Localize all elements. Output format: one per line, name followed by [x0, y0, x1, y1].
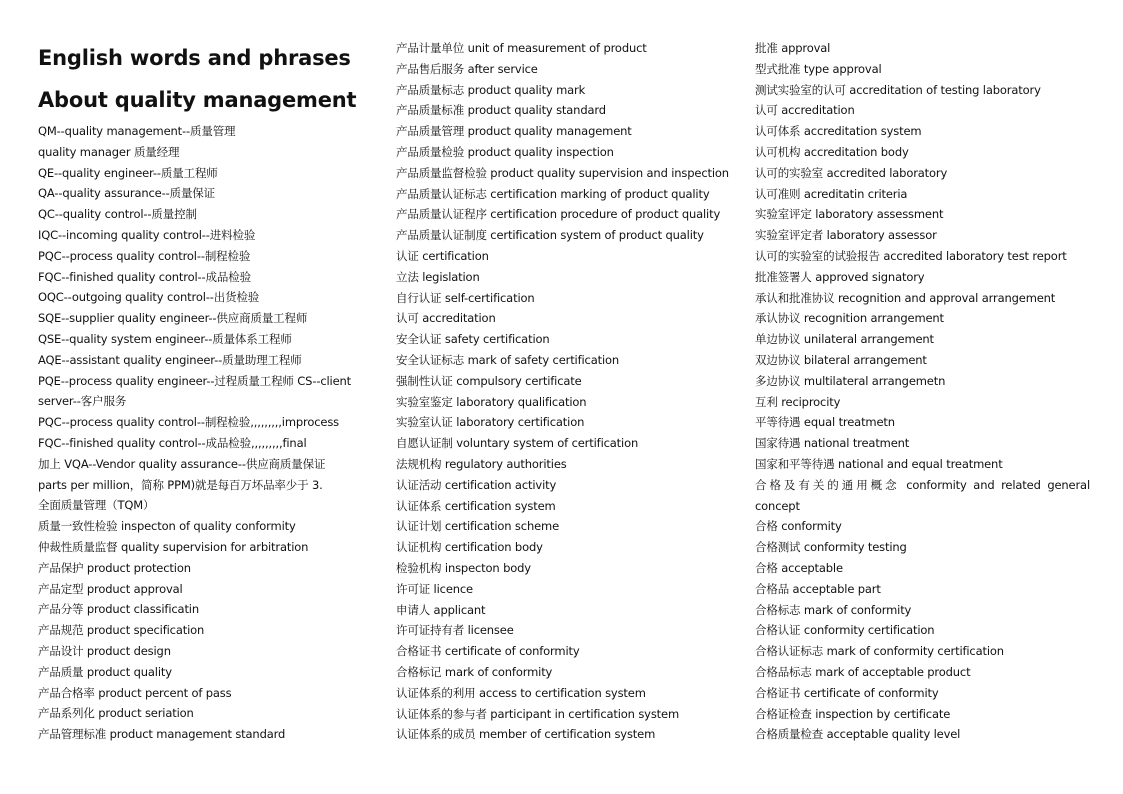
term-line: 认证体系的利用 access to certification system: [396, 685, 646, 700]
term-line: 合格认证标志 mark of conformity certification: [755, 644, 1004, 659]
term-line: 双边协议 bilateral arrangement: [755, 352, 927, 367]
term-line: 立法 legislation: [396, 269, 480, 284]
term-line: 单边协议 unilateral arrangement: [755, 332, 934, 347]
term-line: 许可证 licence: [396, 581, 473, 596]
term-line: 合格证检查 inspection by certificate: [755, 706, 951, 721]
column-1-lines: [38, 121, 368, 745]
term-line: 实验室评定 laboratory assessment: [755, 207, 944, 222]
term-line: 认证计划 certification scheme: [396, 519, 559, 534]
term-line: 合格及有关的通用概念 conformity and related general: [755, 477, 1090, 492]
term-line: QE--quality engineer--质量工程师: [38, 165, 218, 180]
term-line: 认证机构 certification body: [396, 540, 543, 555]
title-line-2: About quality management: [38, 88, 357, 112]
term-line: QSE--quality system engineer--质量体系工程师: [38, 331, 292, 346]
term-line: 产品质量标准 product quality standard: [396, 103, 606, 118]
column-3: [755, 38, 1090, 745]
term-line: server--客户服务: [38, 394, 127, 409]
term-line: 自愿认证制 voluntary system of certification: [396, 436, 639, 451]
term-line: 认可 accreditation: [755, 103, 855, 118]
term-line: 承认和批准协议 recognition and approval arrangement: [755, 290, 1056, 305]
column-2: [396, 38, 736, 745]
term-line: 产品售后服务 after service: [396, 61, 538, 76]
term-line: 认可的实验室的试验报告 accredited laboratory test report: [755, 248, 1067, 263]
term-line: 认证体系 certification system: [396, 498, 556, 513]
term-line: 多边协议 multilateral arrangemetn: [755, 373, 946, 388]
term-line: 产品计量单位 unit of measurement of product: [396, 41, 647, 55]
term-line: FQC--finished quality control--成品检验,,,,,,,,,final: [38, 435, 307, 450]
term-line: PQE--process quality engineer--过程质量工程师 CS--client: [38, 373, 352, 388]
term-line: 国家待遇 national treatment: [755, 436, 910, 451]
term-line: 认可体系 accreditation system: [755, 124, 922, 139]
term-line: 安全认证标志 mark of safety certification: [396, 352, 620, 367]
term-line: AQE--assistant quality engineer--质量助理工程师: [38, 352, 302, 367]
term-line: 承认协议 recognition arrangement: [755, 311, 944, 326]
term-line: concept: [755, 498, 800, 513]
term-line: 批准 approval: [755, 41, 831, 55]
term-line: 产品质量认证制度 certification system of product quality: [396, 228, 704, 243]
term-line: parts per million，简称 PPM)就是每百万坏品率少于 3.: [38, 477, 323, 492]
term-line: 申请人 applicant: [396, 602, 486, 617]
term-line: 合格测试 conformity testing: [755, 540, 907, 555]
column-2-lines: [396, 38, 736, 745]
term-line: 合格 acceptable: [755, 560, 843, 575]
term-line: IQC--incoming quality control--进料检验: [38, 227, 256, 242]
term-line: 产品质量认证标志 certification marking of product quality: [396, 186, 710, 201]
term-line: 合格品标志 mark of acceptable product: [755, 664, 971, 679]
term-line: 产品质量管理 product quality management: [396, 124, 632, 139]
term-line: PQC--process quality control--制程检验: [38, 248, 251, 263]
term-line: 产品保护 product protection: [38, 560, 191, 575]
term-line: 加上 VQA--Vendor quality assurance--供应商质量保证: [38, 456, 326, 471]
term-line: 认证活动 certification activity: [396, 477, 557, 492]
term-line: 合格质量检查 acceptable quality level: [755, 727, 961, 742]
term-line: 实验室评定者 laboratory assessor: [755, 228, 937, 243]
term-line: 型式批准 type approval: [755, 61, 882, 76]
term-line: 合格证书 certificate of conformity: [755, 685, 939, 700]
term-line: 产品质量检验 product quality inspection: [396, 144, 614, 159]
column-1: [38, 37, 368, 745]
term-line: 产品合格率 product percent of pass: [38, 685, 232, 700]
term-line: 质量一致性检验 inspecton of quality conformity: [38, 519, 296, 534]
term-line: 强制性认证 compulsory certificate: [396, 373, 582, 388]
term-line: 合格品 acceptable part: [755, 581, 881, 596]
term-line: QA--quality assurance--质量保证: [38, 186, 215, 201]
term-line: 许可证持有者 licensee: [396, 623, 514, 638]
term-line: 实验室认证 laboratory certification: [396, 415, 585, 430]
term-line: 产品质量标志 product quality mark: [396, 82, 586, 97]
term-line: 合格证书 certificate of conformity: [396, 644, 580, 659]
term-line: 自行认证 self-certification: [396, 290, 535, 305]
term-line: QC--quality control--质量控制: [38, 207, 197, 222]
term-line: PQC--process quality control--制程检验,,,,,,,,,improcess: [38, 415, 340, 430]
term-line: 仲裁性质量监督 quality supervision for arbitration: [38, 539, 309, 554]
term-line: 产品定型 product approval: [38, 581, 183, 596]
term-line: 测试实验室的认可 accreditation of testing laboratory: [755, 82, 1041, 97]
term-line: 产品系列化 product seriation: [38, 706, 194, 721]
term-line: 认可的实验室 accredited laboratory: [755, 165, 948, 180]
title-line-1: English words and phrases: [38, 46, 351, 70]
term-line: 产品分等 product classificatin: [38, 602, 199, 617]
term-line: 合格 conformity: [755, 519, 842, 534]
term-line: 认可准则 acreditatin criteria: [755, 186, 908, 201]
term-line: 合格标志 mark of conformity: [755, 602, 912, 617]
term-line: 产品质量监督检验 product quality supervision and inspection: [396, 165, 729, 180]
term-line: 国家和平等待遇 national and equal treatment: [755, 456, 1003, 471]
term-line: OQC--outgoing quality control--出货检验: [38, 290, 260, 305]
term-line: 认可机构 accreditation body: [755, 144, 909, 159]
term-line: SQE--supplier quality engineer--供应商质量工程师: [38, 311, 308, 326]
term-line: 平等待遇 equal treatmetn: [755, 415, 895, 430]
term-line: 法规机构 regulatory authorities: [396, 456, 567, 471]
term-line: 产品规范 product specification: [38, 623, 205, 638]
term-line: 认证 certification: [396, 248, 489, 263]
term-line: 合格认证 conformity certification: [755, 623, 935, 638]
term-line: 产品质量 product quality: [38, 664, 172, 679]
term-line: 产品质量认证程序 certification procedure of product quality: [396, 207, 721, 222]
term-line: 全面质量管理（TQM）: [38, 498, 155, 513]
term-line: 产品设计 product design: [38, 643, 171, 658]
term-line: 认证体系的参与者 participant in certification system: [396, 706, 679, 721]
term-line: 产品管理标准 product management standard: [38, 727, 286, 742]
term-line: 批准签署人 approved signatory: [755, 269, 925, 284]
term-line: FQC--finished quality control--成品检验: [38, 269, 251, 284]
term-line: quality manager 质量经理: [38, 144, 180, 159]
term-line: 实验室鉴定 laboratory qualification: [396, 394, 587, 409]
term-line: 安全认证 safety certification: [396, 332, 550, 347]
term-line: 认可 accreditation: [396, 311, 496, 326]
term-line: 认证体系的成员 member of certification system: [396, 727, 656, 742]
column-3-lines: [755, 38, 1090, 745]
term-line: 检验机构 inspecton body: [396, 560, 531, 575]
term-line: 合格标记 mark of conformity: [396, 664, 553, 679]
term-line: 互利 reciprocity: [755, 394, 841, 409]
term-line: QM--quality management--质量管理: [38, 124, 236, 138]
